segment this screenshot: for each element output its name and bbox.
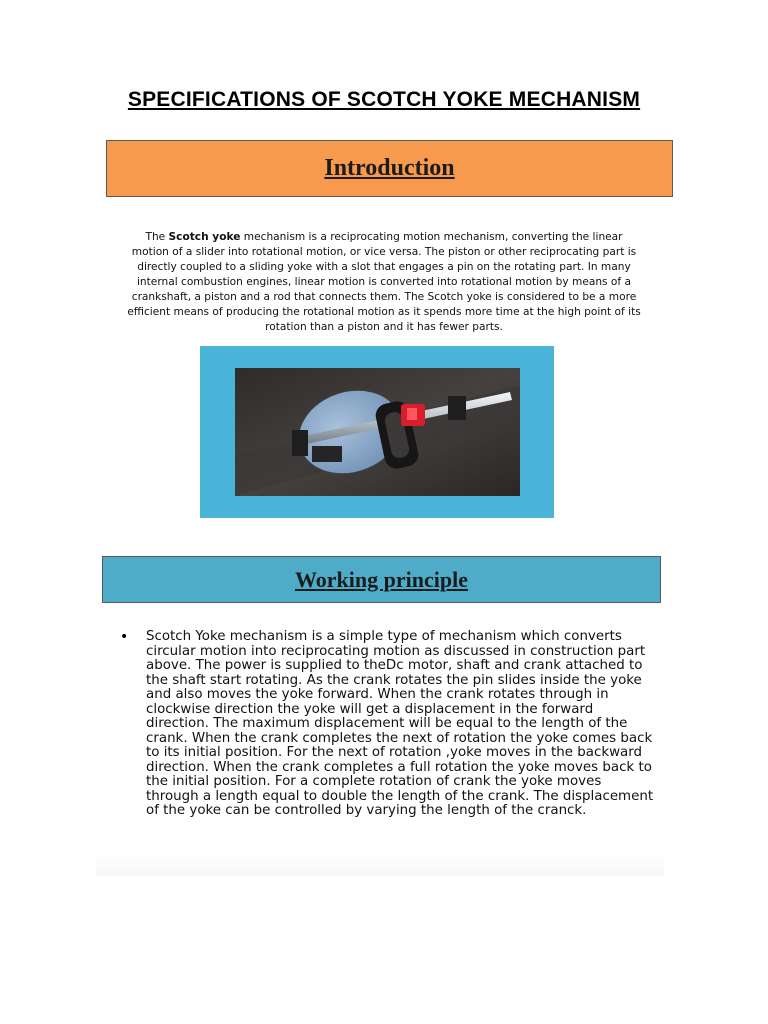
intro-bold-term: Scotch yoke [168, 231, 241, 243]
right-bearing [448, 396, 466, 420]
intro-text-start: The [145, 231, 169, 243]
bullet-marker: • [120, 629, 129, 645]
page-title: SPECIFICATIONS OF SCOTCH YOKE MECHANISM [127, 88, 641, 111]
working-principle-banner [102, 556, 661, 603]
introduction-heading: Introduction [324, 155, 455, 181]
introduction-banner [106, 140, 673, 197]
working-principle-text: Scotch Yoke mechanism is a simple type of mechanism which converts circular motion into reciprocating motion as discussed in construction part above. The power is supplied to theDc motor, shaft and crank attached to the shaft start rotating. As the crank rotates the pin slides inside the yoke and also moves the yoke forward. When the crank rotates through in clockwise direction the yoke will get a displacement in the forward direction. The maximum displacement will be equal to the length of the crank. When the crank completes the next of rotation the yoke comes back to its initial position. For the next of rotation ,yoke moves in the backward direction. When the crank completes a full rotation the yoke moves back to the initial position. For a complete rotation of crank the yoke moves through a length equal to double the length of the crank. The displacement of the yoke can be controlled by varying the length of the cranck. [146, 629, 654, 818]
scotch-yoke-image [200, 346, 554, 518]
intro-text-rest: mechanism is a reciprocating motion mechanism, converting the linear motion of a slider into rotational motion, or vice versa. The piston or other reciprocating part is directly coupled to a sliding yoke with a slot that engages a pin on the rotating part. In many internal combustion engines, linear motion is converted into rotational motion by means of a crankshaft, a piston and a rod that connects them. The Scotch yoke is considered to be a more efficient means of producing the rotational motion as it spends more time at the high point of its rotation than a piston and it has fewer parts. [127, 231, 641, 333]
introduction-paragraph [126, 230, 642, 335]
left-bearing [292, 430, 308, 456]
scotch-yoke-illustration [200, 346, 554, 518]
working-principle-section [96, 620, 664, 876]
working-principle-heading: Working principle [295, 566, 468, 592]
